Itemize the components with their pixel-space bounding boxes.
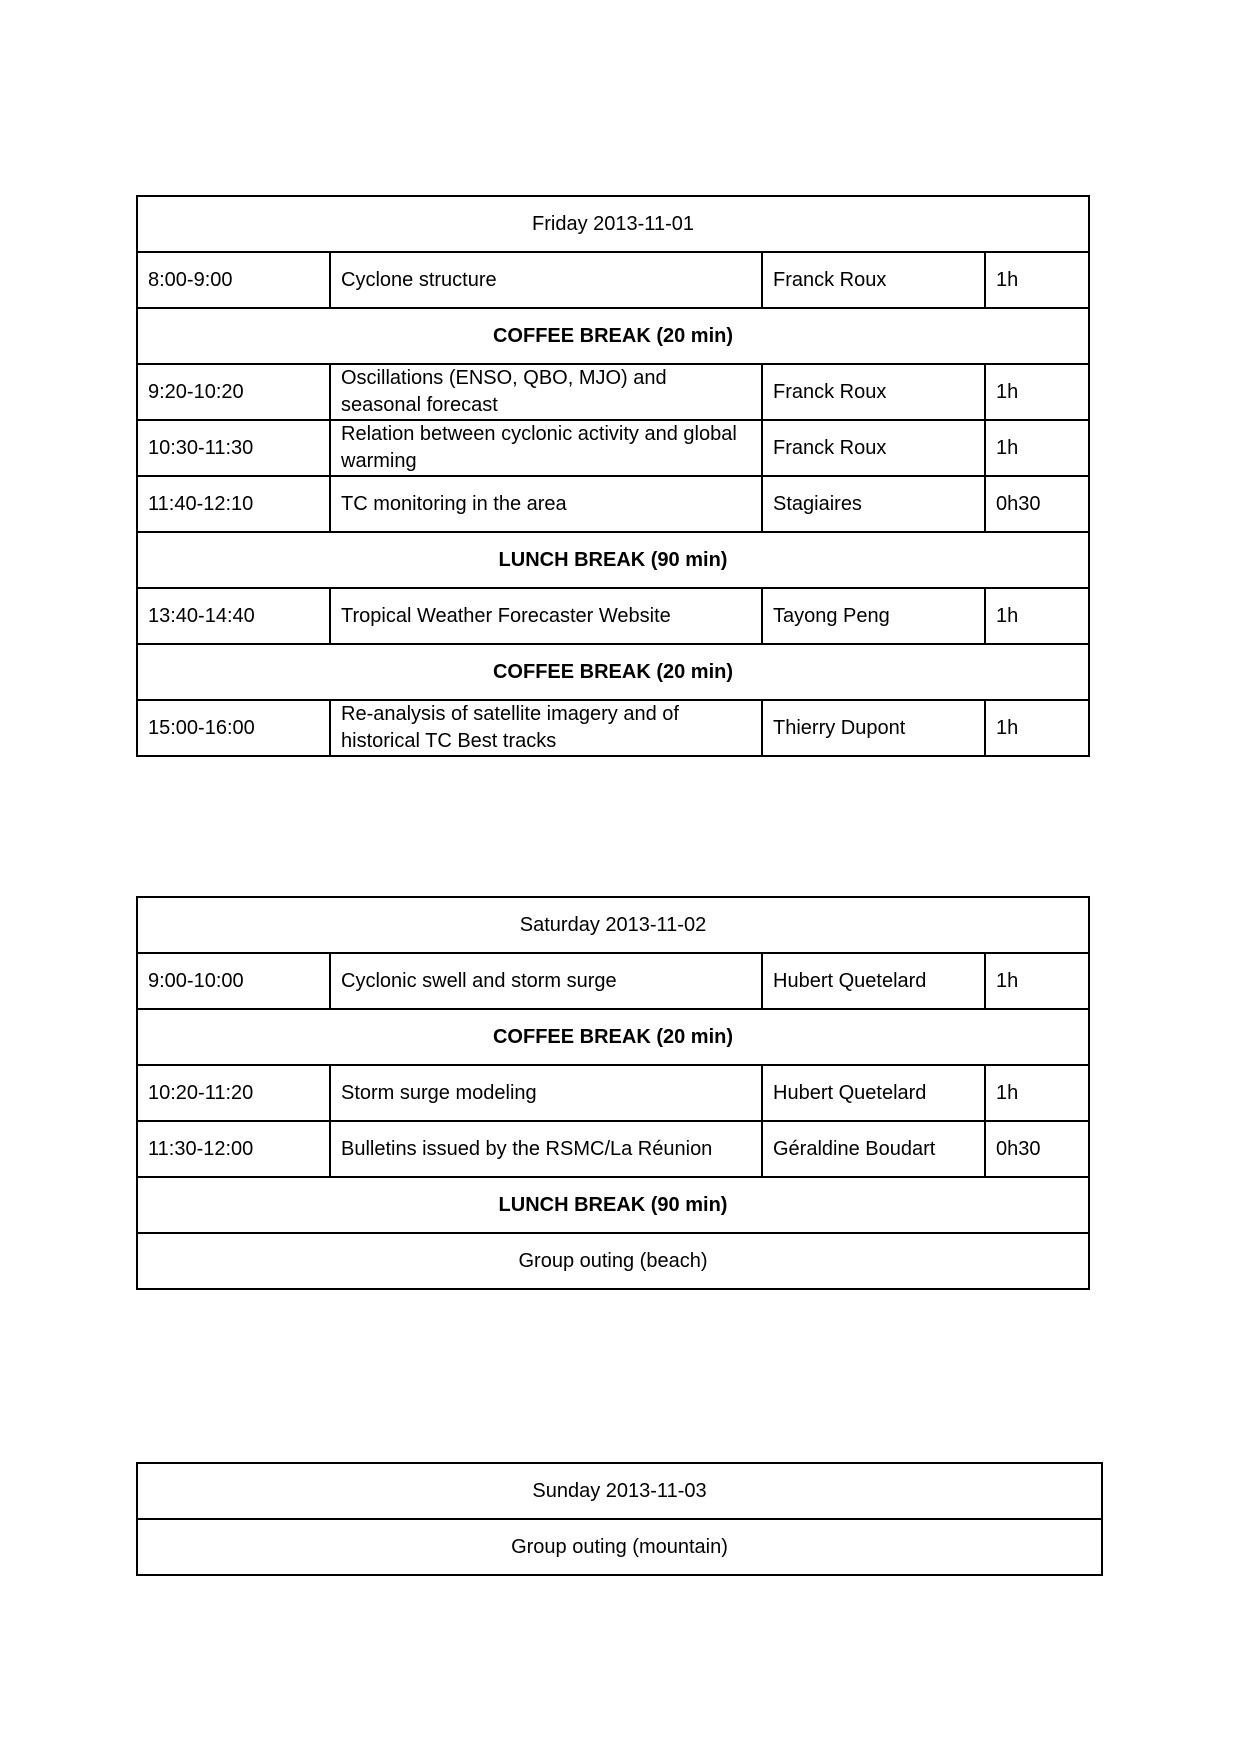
session-time: 9:20-10:20	[137, 364, 330, 420]
session-row	[137, 252, 1089, 308]
outing-row	[137, 1233, 1089, 1289]
session-row	[137, 476, 1089, 532]
session-speaker: Hubert Quetelard	[762, 1065, 985, 1121]
session-duration: 1h	[985, 252, 1089, 308]
break-row	[137, 532, 1089, 588]
session-time: 10:20-11:20	[137, 1065, 330, 1121]
break-label: COFFEE BREAK (20 min)	[137, 308, 1089, 364]
break-row	[137, 308, 1089, 364]
session-topic: Oscillations (ENSO, QBO, MJO) and seasonal forecast	[330, 364, 762, 420]
session-speaker: Franck Roux	[762, 364, 985, 420]
session-speaker: Thierry Dupont	[762, 700, 985, 756]
schedule-table-friday	[136, 195, 1090, 757]
session-time: 13:40-14:40	[137, 588, 330, 644]
session-speaker: Franck Roux	[762, 420, 985, 476]
session-topic: Bulletins issued by the RSMC/La Réunion	[330, 1121, 762, 1177]
session-topic: Relation between cyclonic activity and global warming	[330, 420, 762, 476]
session-duration: 1h	[985, 1065, 1089, 1121]
session-speaker: Tayong Peng	[762, 588, 985, 644]
schedule-table-saturday	[136, 896, 1090, 1290]
session-duration: 0h30	[985, 476, 1089, 532]
session-row	[137, 588, 1089, 644]
break-row	[137, 1009, 1089, 1065]
session-time: 10:30-11:30	[137, 420, 330, 476]
session-duration: 1h	[985, 588, 1089, 644]
session-row	[137, 1065, 1089, 1121]
day-title: Friday 2013-11-01	[137, 196, 1089, 252]
break-label: LUNCH BREAK (90 min)	[137, 1177, 1089, 1233]
break-label: COFFEE BREAK (20 min)	[137, 644, 1089, 700]
session-topic: Cyclone structure	[330, 252, 762, 308]
session-duration: 1h	[985, 700, 1089, 756]
session-duration: 1h	[985, 953, 1089, 1009]
session-speaker: Franck Roux	[762, 252, 985, 308]
session-time: 11:30-12:00	[137, 1121, 330, 1177]
outing-label: Group outing (beach)	[137, 1233, 1089, 1289]
session-topic: Cyclonic swell and storm surge	[330, 953, 762, 1009]
session-time: 15:00-16:00	[137, 700, 330, 756]
session-row	[137, 420, 1089, 476]
outing-label: Group outing (mountain)	[137, 1519, 1102, 1575]
day-title: Saturday 2013-11-02	[137, 897, 1089, 953]
session-row	[137, 364, 1089, 420]
session-time: 11:40-12:10	[137, 476, 330, 532]
session-topic: Re-analysis of satellite imagery and of historical TC Best tracks	[330, 700, 762, 756]
schedule-table-sunday	[136, 1462, 1103, 1576]
session-speaker: Hubert Quetelard	[762, 953, 985, 1009]
session-duration: 1h	[985, 420, 1089, 476]
session-time: 9:00-10:00	[137, 953, 330, 1009]
break-label: LUNCH BREAK (90 min)	[137, 532, 1089, 588]
session-topic: TC monitoring in the area	[330, 476, 762, 532]
session-row	[137, 953, 1089, 1009]
session-row	[137, 1121, 1089, 1177]
break-label: COFFEE BREAK (20 min)	[137, 1009, 1089, 1065]
session-speaker: Géraldine Boudart	[762, 1121, 985, 1177]
session-topic: Storm surge modeling	[330, 1065, 762, 1121]
outing-row	[137, 1519, 1102, 1575]
break-row	[137, 1177, 1089, 1233]
session-speaker: Stagiaires	[762, 476, 985, 532]
session-time: 8:00-9:00	[137, 252, 330, 308]
session-duration: 0h30	[985, 1121, 1089, 1177]
day-title: Sunday 2013-11-03	[137, 1463, 1102, 1519]
session-topic: Tropical Weather Forecaster Website	[330, 588, 762, 644]
session-duration: 1h	[985, 364, 1089, 420]
break-row	[137, 644, 1089, 700]
session-row	[137, 700, 1089, 756]
